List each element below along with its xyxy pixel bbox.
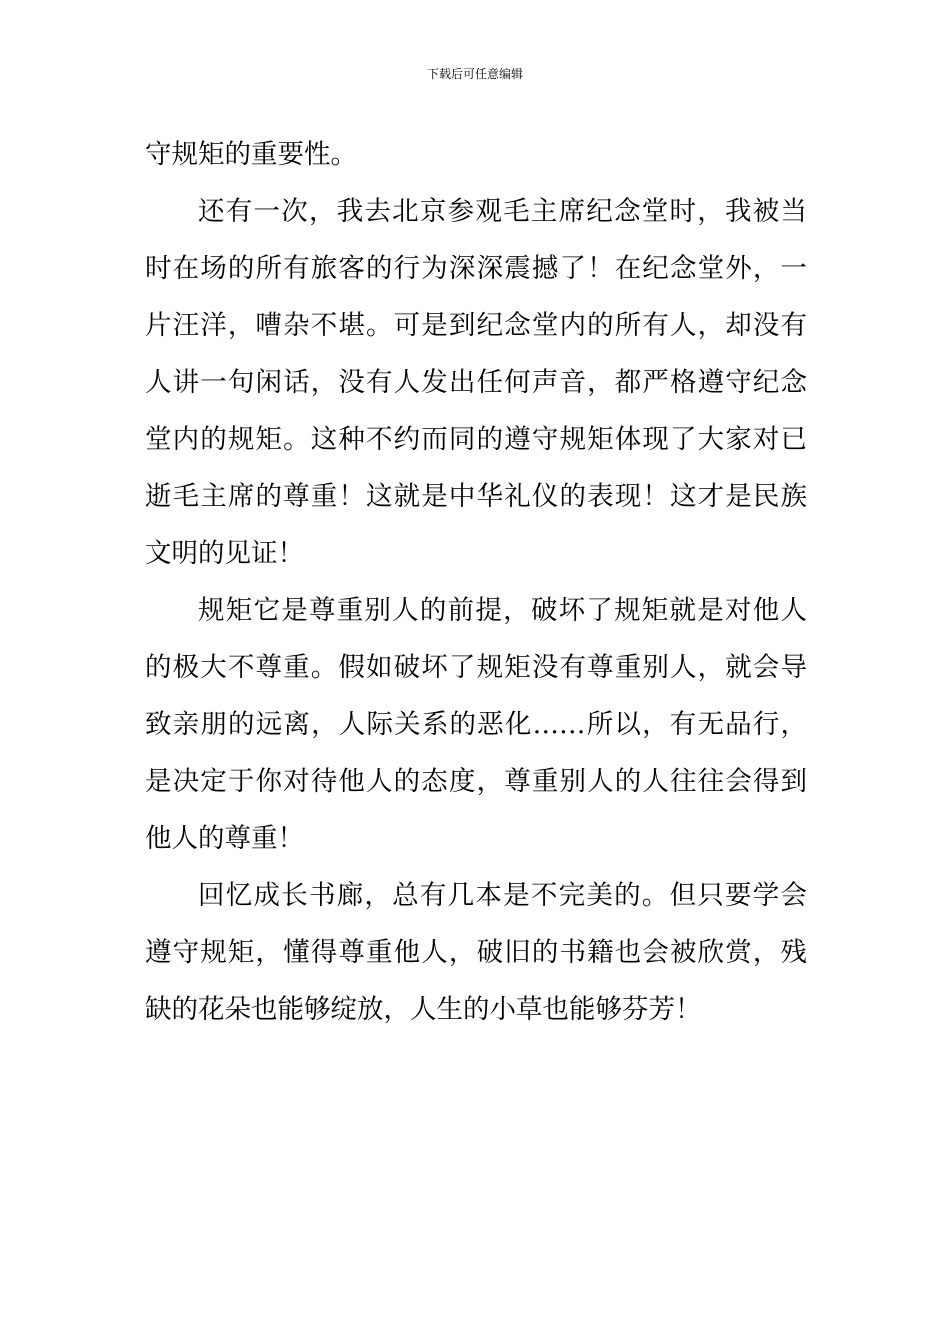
paragraph-2: 还有一次，我去北京参观毛主席纪念堂时，我被当时在场的所有旅客的行为深深震撼了！在纪念堂外，一片汪洋，嘈杂不堪。可是到纪念堂内的所有人，却没有人讲一句闲话，没有人发出任何声音，都严格遵守纪念堂内的规矩。这种不约而同的遵守规矩体现了大家对已逝毛主席的尊重！这就是中华礼仪的表现！这才是民族文明的见证！ xyxy=(145,196,807,569)
page-header: 下载后可任意编辑 xyxy=(426,67,523,81)
paragraph-1: 守规矩的重要性。 xyxy=(145,139,357,170)
paragraph-3: 规矩它是尊重别人的前提，破坏了规矩就是对他人的极大不尊重。假如破坏了规矩没有尊重别人，就会导致亲朋的远离，人际关系的恶化……所以，有无品行，是决定于你对待他人的态度，尊重别人的人往往会得到他人的尊重！ xyxy=(145,595,807,854)
paragraph-4: 回忆成长书廊，总有几本是不完美的。但只要学会遵守规矩，懂得尊重他人，破旧的书籍也会被欣赏，残缺的花朵也能够绽放，人生的小草也能够芬芳！ xyxy=(145,880,807,1025)
document-body xyxy=(145,126,807,1038)
